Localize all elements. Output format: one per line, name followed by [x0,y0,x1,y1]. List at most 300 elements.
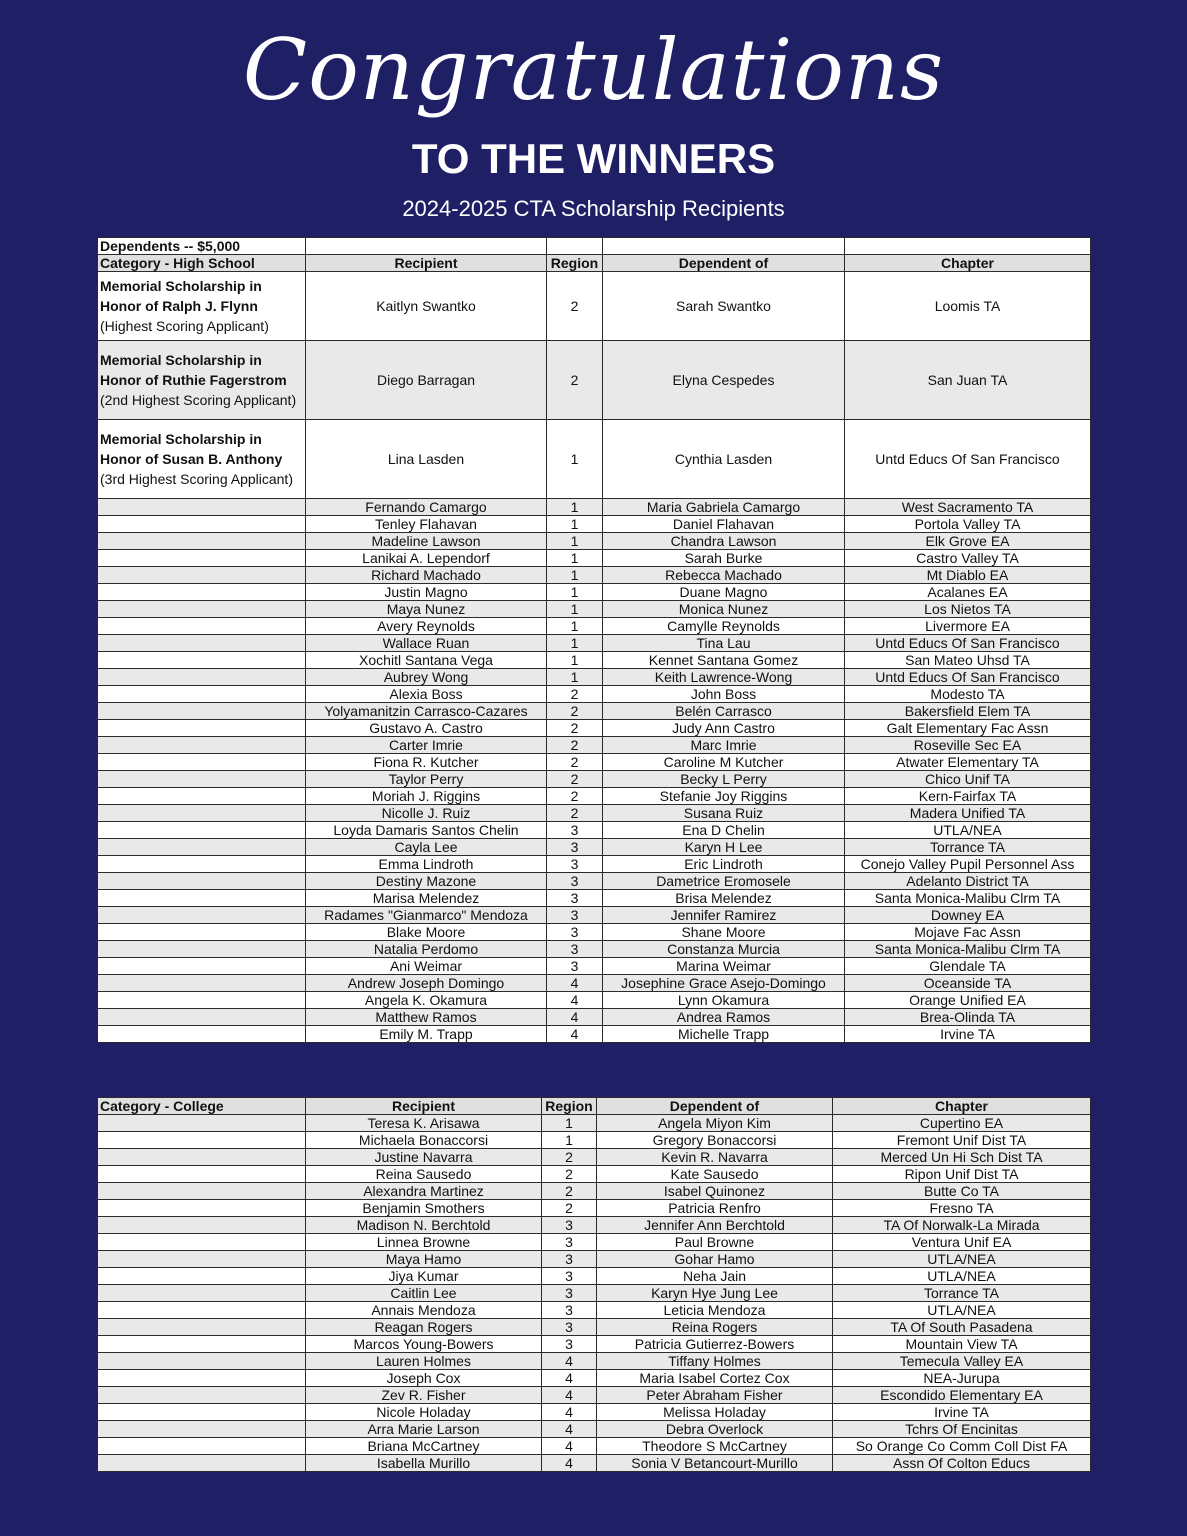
category-cell [98,1455,306,1472]
dependent-cell: Melissa Holaday [597,1404,833,1421]
table-row [98,703,1091,720]
region-cell: 4 [542,1404,597,1421]
chapter-cell: Mt Diablo EA [845,567,1091,584]
recipient-cell: Fiona R. Kutcher [306,754,547,771]
category-cell [98,975,306,992]
region-cell: 1 [547,533,603,550]
recipient-cell: Fernando Camargo [306,499,547,516]
table-row [98,856,1091,873]
recipient-cell: Kaitlyn Swantko [306,272,547,341]
dependent-cell: Maria Gabriela Camargo [603,499,845,516]
region-cell: 4 [542,1455,597,1472]
column-header-category: Category - College [98,1098,306,1115]
scholarship-subtitle: 2024-2025 CTA Scholarship Recipients [402,196,785,221]
recipient-cell: Alexandra Martinez [306,1183,542,1200]
table-row [98,1251,1091,1268]
category-cell [98,1421,306,1438]
region-cell: 2 [547,754,603,771]
category-cell [98,1149,306,1166]
college-table [97,1097,1091,1472]
recipient-cell: Avery Reynolds [306,618,547,635]
table-row [98,1336,1091,1353]
dependent-cell: Sonia V Betancourt-Murillo [597,1455,833,1472]
dependent-cell: Sarah Burke [603,550,845,567]
chapter-cell: Tchrs Of Encinitas [833,1421,1091,1438]
table-header-row [98,1098,1091,1115]
region-cell: 3 [547,890,603,907]
dependents-amount-label: Dependents -- $5,000 [98,238,306,255]
chapter-cell: Oceanside TA [845,975,1091,992]
region-cell: 2 [547,720,603,737]
recipient-cell: Taylor Perry [306,771,547,788]
table-row [98,1421,1091,1438]
chapter-cell: Fremont Unif Dist TA [833,1132,1091,1149]
region-cell: 1 [547,567,603,584]
category-cell [98,805,306,822]
chapter-cell: Kern-Fairfax TA [845,788,1091,805]
dependent-cell: Kennet Santana Gomez [603,652,845,669]
region-cell: 2 [547,341,603,420]
recipient-cell: Blake Moore [306,924,547,941]
region-cell: 1 [547,420,603,499]
chapter-cell: Ripon Unif Dist TA [833,1166,1091,1183]
dependent-cell: Andrea Ramos [603,1009,845,1026]
table-row [98,1302,1091,1319]
category-cell [98,771,306,788]
dependent-cell: Peter Abraham Fisher [597,1387,833,1404]
column-header-dependent: Dependent of [603,255,845,272]
category-cell [98,1268,306,1285]
chapter-cell: Downey EA [845,907,1091,924]
dependent-cell: Isabel Quinonez [597,1183,833,1200]
chapter-cell: San Mateo Uhsd TA [845,652,1091,669]
table-row [98,635,1091,652]
column-header-category: Category - High School [98,255,306,272]
category-cell [98,1285,306,1302]
recipient-cell: Michaela Bonaccorsi [306,1132,542,1149]
dependent-cell: Susana Ruiz [603,805,845,822]
category-cell [98,1302,306,1319]
chapter-cell: Modesto TA [845,686,1091,703]
chapter-cell: Conejo Valley Pupil Personnel Ass [845,856,1091,873]
chapter-cell: Los Nietos TA [845,601,1091,618]
chapter-cell: West Sacramento TA [845,499,1091,516]
chapter-cell: Acalanes EA [845,584,1091,601]
category-cell [98,754,306,771]
dependent-cell: Marina Weimar [603,958,845,975]
region-cell: 3 [547,907,603,924]
recipient-cell: Arra Marie Larson [306,1421,542,1438]
recipient-cell: Linnea Browne [306,1234,542,1251]
category-cell [98,1353,306,1370]
region-cell: 3 [547,924,603,941]
category-cell [98,652,306,669]
chapter-cell: Cupertino EA [833,1115,1091,1132]
dependent-cell: Brisa Melendez [603,890,845,907]
dependent-cell: Chandra Lawson [603,533,845,550]
chapter-cell: Madera Unified TA [845,805,1091,822]
region-cell: 2 [547,272,603,341]
category-cell [98,924,306,941]
category-cell [98,873,306,890]
table-row [98,839,1091,856]
table-row [98,1217,1091,1234]
dependent-cell: Maria Isabel Cortez Cox [597,1370,833,1387]
dependent-cell: Belén Carrasco [603,703,845,720]
region-cell: 3 [542,1217,597,1234]
region-cell: 4 [542,1370,597,1387]
recipient-cell: Andrew Joseph Domingo [306,975,547,992]
table-row [98,618,1091,635]
dependent-cell: Shane Moore [603,924,845,941]
chapter-cell: TA Of Norwalk-La Mirada [833,1217,1091,1234]
dependent-cell: Debra Overlock [597,1421,833,1438]
chapter-cell: Untd Educs Of San Francisco [845,669,1091,686]
table-header-row [98,255,1091,272]
recipient-cell: Moriah J. Riggins [306,788,547,805]
region-cell: 4 [547,1026,603,1043]
category-cell [98,1183,306,1200]
category-cell [98,584,306,601]
region-cell: 2 [542,1166,597,1183]
table-row [98,669,1091,686]
dependent-cell: Patricia Renfro [597,1200,833,1217]
chapter-cell: Temecula Valley EA [833,1353,1091,1370]
recipient-cell: Angela K. Okamura [306,992,547,1009]
table-row [98,1200,1091,1217]
category-cell [98,1115,306,1132]
memorial-category: Memorial Scholarship in Honor of Ralph J. Flynn (Highest Scoring Applicant) [98,272,306,341]
chapter-cell: Orange Unified EA [845,992,1091,1009]
chapter-cell: Atwater Elementary TA [845,754,1091,771]
column-header-recipient: Recipient [306,255,547,272]
chapter-cell: Elk Grove EA [845,533,1091,550]
table-row [98,1132,1091,1149]
region-cell: 3 [542,1302,597,1319]
recipient-cell: Cayla Lee [306,839,547,856]
category-cell [98,1370,306,1387]
column-header-chapter: Chapter [845,255,1091,272]
dependent-cell: Lynn Okamura [603,992,845,1009]
recipient-cell: Justine Navarra [306,1149,542,1166]
dependent-cell: Karyn H Lee [603,839,845,856]
category-cell [98,907,306,924]
category-cell [98,839,306,856]
memorial-row [98,341,1091,420]
table-row [98,550,1091,567]
dependent-cell: Gregory Bonaccorsi [597,1132,833,1149]
dependent-cell: Caroline M Kutcher [603,754,845,771]
column-header-dependent: Dependent of [597,1098,833,1115]
column-header-region: Region [542,1098,597,1115]
table-row [98,873,1091,890]
recipient-cell: Gustavo A. Castro [306,720,547,737]
recipient-cell: Maya Hamo [306,1251,542,1268]
dependent-cell: Judy Ann Castro [603,720,845,737]
dependent-cell: Stefanie Joy Riggins [603,788,845,805]
category-cell [98,737,306,754]
recipient-cell: Briana McCartney [306,1438,542,1455]
recipient-cell: Marisa Melendez [306,890,547,907]
category-cell [98,822,306,839]
recipient-cell: Jiya Kumar [306,1268,542,1285]
recipient-cell: Reagan Rogers [306,1319,542,1336]
dependent-cell: Neha Jain [597,1268,833,1285]
region-cell: 3 [547,822,603,839]
region-cell: 3 [547,941,603,958]
dependent-cell: Tina Lau [603,635,845,652]
recipient-cell: Nicolle J. Ruiz [306,805,547,822]
table-row [98,652,1091,669]
category-cell [98,720,306,737]
chapter-cell: Irvine TA [845,1026,1091,1043]
congratulations-title: Congratulations [242,21,945,119]
recipient-cell: Nicole Holaday [306,1404,542,1421]
region-cell: 3 [547,856,603,873]
region-cell: 3 [542,1319,597,1336]
category-cell [98,1026,306,1043]
table-row [98,1438,1091,1455]
chapter-cell: So Orange Co Comm Coll Dist FA [833,1438,1091,1455]
region-cell: 2 [547,686,603,703]
region-cell: 1 [547,601,603,618]
recipient-cell: Isabella Murillo [306,1455,542,1472]
category-cell [98,1438,306,1455]
recipient-cell: Loyda Damaris Santos Chelin [306,822,547,839]
region-cell: 2 [547,703,603,720]
recipient-cell: Maya Nunez [306,601,547,618]
category-cell [98,890,306,907]
dependent-cell: Keith Lawrence-Wong [603,669,845,686]
chapter-cell: Castro Valley TA [845,550,1091,567]
category-cell [98,567,306,584]
category-cell [98,1404,306,1421]
recipient-cell: Natalia Perdomo [306,941,547,958]
table-row [98,1009,1091,1026]
chapter-cell: Mojave Fac Assn [845,924,1091,941]
category-cell [98,992,306,1009]
recipient-cell: Annais Mendoza [306,1302,542,1319]
category-cell [98,635,306,652]
chapter-cell: Fresno TA [833,1200,1091,1217]
winners-title: TO THE WINNERS [411,135,776,182]
table-row [98,499,1091,516]
category-cell [98,550,306,567]
dependent-cell: Eric Lindroth [603,856,845,873]
table-row [98,1319,1091,1336]
region-cell: 1 [547,499,603,516]
chapter-cell: Untd Educs Of San Francisco [845,420,1091,499]
table-row [98,958,1091,975]
region-cell: 2 [542,1200,597,1217]
chapter-cell: Butte Co TA [833,1183,1091,1200]
recipient-cell: Madeline Lawson [306,533,547,550]
table-row [98,1455,1091,1472]
region-cell: 2 [547,771,603,788]
memorial-row [98,272,1091,341]
recipient-cell: Yolyamanitzin Carrasco-Cazares [306,703,547,720]
recipient-cell: Justin Magno [306,584,547,601]
region-cell: 1 [547,550,603,567]
table-row [98,737,1091,754]
recipient-cell: Lina Lasden [306,420,547,499]
recipient-cell: Richard Machado [306,567,547,584]
table-row [98,1166,1091,1183]
category-cell [98,1387,306,1404]
table-row [98,890,1091,907]
chapter-cell: Santa Monica-Malibu Clrm TA [845,890,1091,907]
region-cell: 1 [547,652,603,669]
dependent-cell: Duane Magno [603,584,845,601]
dependent-cell: Michelle Trapp [603,1026,845,1043]
chapter-cell: NEA-Jurupa [833,1370,1091,1387]
table-row [98,1234,1091,1251]
recipient-cell: Emma Lindroth [306,856,547,873]
recipient-cell: Emily M. Trapp [306,1026,547,1043]
region-cell: 3 [547,958,603,975]
recipient-cell: Radames "Gianmarco" Mendoza [306,907,547,924]
dependent-cell: Kate Sausedo [597,1166,833,1183]
category-cell [98,1217,306,1234]
dependent-cell: Karyn Hye Jung Lee [597,1285,833,1302]
region-cell: 1 [547,618,603,635]
recipient-cell: Reina Sausedo [306,1166,542,1183]
dependent-cell: Gohar Hamo [597,1251,833,1268]
chapter-cell: Galt Elementary Fac Assn [845,720,1091,737]
chapter-cell: Escondido Elementary EA [833,1387,1091,1404]
dependent-cell: Monica Nunez [603,601,845,618]
category-cell [98,516,306,533]
chapter-cell: Irvine TA [833,1404,1091,1421]
dependent-cell: Angela Miyon Kim [597,1115,833,1132]
chapter-cell: Livermore EA [845,618,1091,635]
category-cell [98,856,306,873]
category-cell [98,941,306,958]
recipient-cell: Teresa K. Arisawa [306,1115,542,1132]
recipient-cell: Xochitl Santana Vega [306,652,547,669]
region-cell: 1 [547,669,603,686]
dependent-cell: Theodore S McCartney [597,1438,833,1455]
table-row [98,822,1091,839]
recipient-cell: Zev R. Fisher [306,1387,542,1404]
dependent-cell: Marc Imrie [603,737,845,754]
recipient-cell: Benjamin Smothers [306,1200,542,1217]
recipient-cell: Destiny Mazone [306,873,547,890]
table-row [98,686,1091,703]
region-cell: 4 [547,1009,603,1026]
recipient-cell: Matthew Ramos [306,1009,547,1026]
region-cell: 4 [547,975,603,992]
table-row [98,1268,1091,1285]
dependent-cell: Ena D Chelin [603,822,845,839]
chapter-cell: San Juan TA [845,341,1091,420]
chapter-cell: Adelanto District TA [845,873,1091,890]
recipient-cell: Ani Weimar [306,958,547,975]
chapter-cell: Loomis TA [845,272,1091,341]
dependent-cell: Becky L Perry [603,771,845,788]
recipient-cell: Alexia Boss [306,686,547,703]
dependent-cell: Camylle Reynolds [603,618,845,635]
region-cell: 3 [547,839,603,856]
region-cell: 2 [547,737,603,754]
region-cell: 4 [542,1438,597,1455]
category-cell [98,1132,306,1149]
table-row [98,720,1091,737]
dependent-cell: Josephine Grace Asejo-Domingo [603,975,845,992]
dependent-cell: Rebecca Machado [603,567,845,584]
recipient-cell: Marcos Young-Bowers [306,1336,542,1353]
table-row [98,1026,1091,1043]
table-row [98,567,1091,584]
table-row [98,1285,1091,1302]
dependent-cell: Daniel Flahavan [603,516,845,533]
table-row [98,1149,1091,1166]
dependent-cell: John Boss [603,686,845,703]
dependent-cell: Constanza Murcia [603,941,845,958]
chapter-cell: Merced Un Hi Sch Dist TA [833,1149,1091,1166]
recipient-cell: Carter Imrie [306,737,547,754]
memorial-row [98,420,1091,499]
chapter-cell: Chico Unif TA [845,771,1091,788]
region-cell: 1 [542,1132,597,1149]
category-cell [98,1009,306,1026]
category-cell [98,1336,306,1353]
category-cell [98,533,306,550]
table-row [98,907,1091,924]
region-cell: 4 [542,1421,597,1438]
table-row [98,941,1091,958]
table-row [98,754,1091,771]
dependent-cell: Cynthia Lasden [603,420,845,499]
table-row [98,1115,1091,1132]
chapter-cell: Assn Of Colton Educs [833,1455,1091,1472]
dependent-cell: Sarah Swantko [603,272,845,341]
recipient-cell: Madison N. Berchtold [306,1217,542,1234]
memorial-category: Memorial Scholarship in Honor of Susan B. Anthony (3rd Highest Scoring Applicant) [98,420,306,499]
category-cell [98,601,306,618]
table-row [98,516,1091,533]
column-header-region: Region [547,255,603,272]
region-cell: 2 [542,1183,597,1200]
table-row [98,1404,1091,1421]
category-cell [98,686,306,703]
recipient-cell: Lanikai A. Lependorf [306,550,547,567]
dependent-cell: Patricia Gutierrez-Bowers [597,1336,833,1353]
recipient-cell: Lauren Holmes [306,1353,542,1370]
chapter-cell: Bakersfield Elem TA [845,703,1091,720]
chapter-cell: Ventura Unif EA [833,1234,1091,1251]
dependent-cell: Kevin R. Navarra [597,1149,833,1166]
table-row [98,805,1091,822]
recipient-cell: Tenley Flahavan [306,516,547,533]
region-cell: 3 [542,1336,597,1353]
chapter-cell: Torrance TA [833,1285,1091,1302]
region-cell: 1 [542,1115,597,1132]
column-header-recipient: Recipient [306,1098,542,1115]
table-row [98,771,1091,788]
category-cell [98,618,306,635]
category-cell [98,1200,306,1217]
dependent-cell: Tiffany Holmes [597,1353,833,1370]
chapter-cell: TA Of South Pasadena [833,1319,1091,1336]
dependent-cell: Paul Browne [597,1234,833,1251]
category-cell [98,1166,306,1183]
chapter-cell: UTLA/NEA [833,1251,1091,1268]
category-cell [98,1251,306,1268]
category-cell [98,1319,306,1336]
region-cell: 2 [547,788,603,805]
region-cell: 3 [542,1268,597,1285]
